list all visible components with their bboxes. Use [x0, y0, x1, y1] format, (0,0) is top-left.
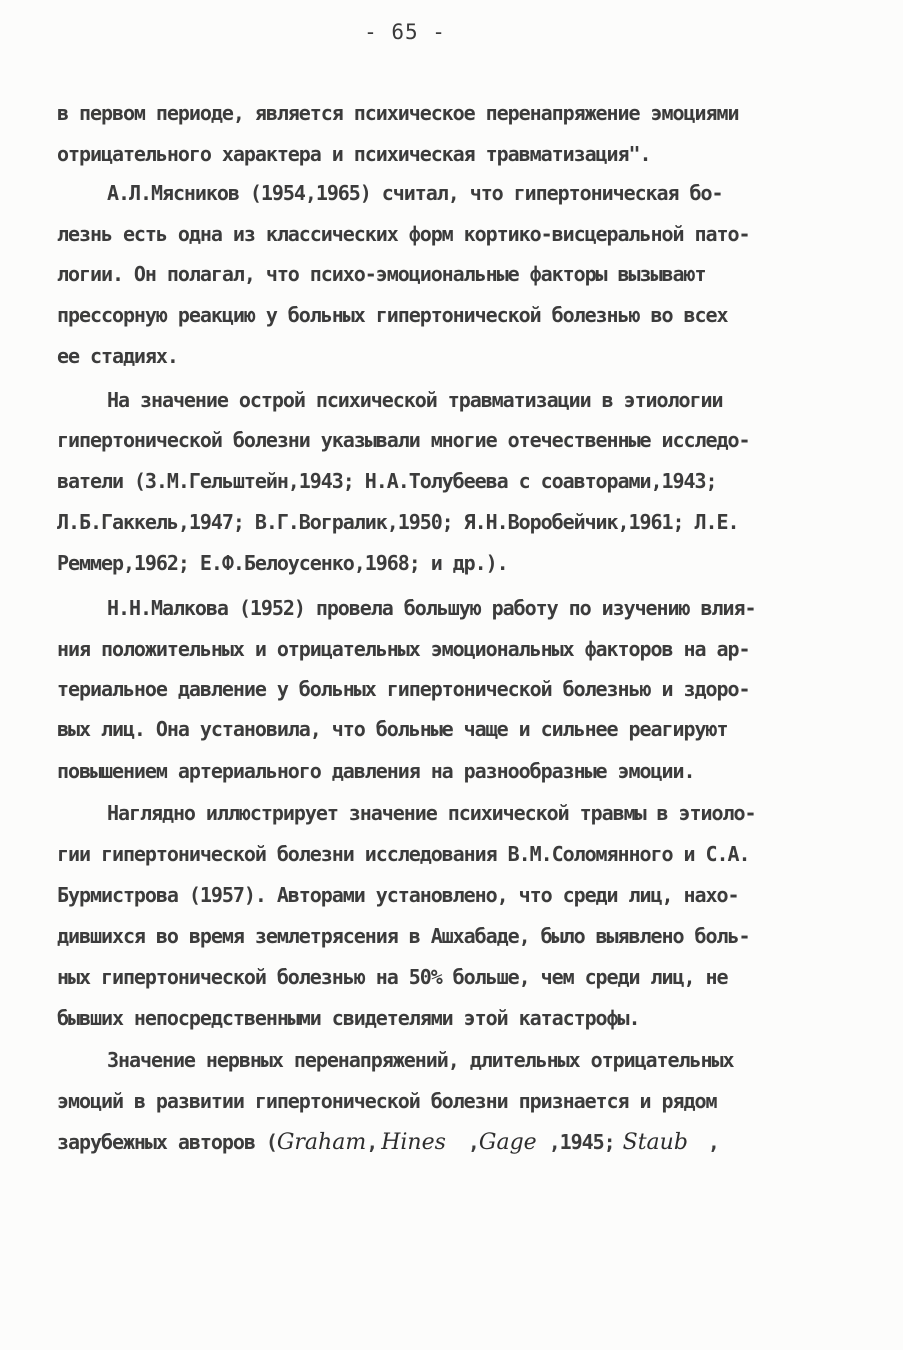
text-line: ватели (З.М.Гельштейн,1943; Н.А.Толубеева с соавторами,1943; [57, 469, 717, 493]
handwritten-author-staub: Staub [622, 1130, 688, 1155]
text-line: отрицательного характера и психическая травматизация". [57, 142, 651, 166]
handwritten-author-gage: Gage [478, 1130, 537, 1155]
text-line: Реммер,1962; Е.Ф.Белоусенко,1968; и др.). [57, 551, 508, 575]
text-line: териальное давление у больных гипертонической болезнью и здоро- [57, 677, 750, 701]
text-line: лезнь есть одна из классических форм кортико-висцеральной пато- [57, 222, 750, 246]
separator: , [467, 1130, 479, 1154]
separator: , [366, 1130, 378, 1154]
text-line: Л.Б.Гаккель,1947; В.Г.Вогралик,1950; Я.Н.Воробейчик,1961; Л.Е. [57, 510, 739, 534]
last-line-prefix: зарубежных авторов ( [57, 1130, 277, 1154]
citation-year: ,1945; [548, 1130, 615, 1154]
text-line: Наглядно иллюстрирует значение психической травмы в этиоло- [107, 801, 756, 825]
text-line: бывших непосредственными свидетелями этой катастрофы. [57, 1006, 640, 1030]
text-line: дившихся во время землетрясения в Ашхабаде, было выявлено боль- [57, 924, 750, 948]
text-line: Значение нервных перенапряжений, длительных отрицательных [107, 1048, 734, 1072]
text-line: Бурмистрова (1957). Авторами установлено, что среди лиц, нахо- [57, 883, 739, 907]
text-line: Н.Н.Малкова (1952) провела большую работу по изучению влия- [107, 596, 756, 620]
text-line: повышением артериального давления на разнообразные эмоции. [57, 759, 695, 783]
text-line: гипертонической болезни указывали многие отечественные исследо- [57, 428, 750, 452]
text-line: На значение острой психической травматизации в этиологии [107, 388, 723, 412]
text-line: эмоций в развитии гипертонической болезни признается и рядом [57, 1089, 717, 1113]
text-line: прессорную реакцию у больных гипертонической болезнью во всех [57, 303, 728, 327]
text-line: гии гипертонической болезни исследования В.М.Соломянного и С.А. [57, 842, 750, 866]
text-line: А.Л.Мясников (1954,1965) считал, что гипертоническая бо- [107, 181, 723, 205]
text-line: ных гипертонической болезнью на 50% больше, чем среди лиц, не [57, 965, 728, 989]
trailing-comma: , [707, 1130, 719, 1154]
text-line: ния положительных и отрицательных эмоциональных факторов на ар- [57, 637, 750, 661]
last-text-line [57, 1130, 719, 1155]
page-number: - 65 - [364, 20, 446, 44]
text-line: ее стадиях. [57, 344, 178, 368]
text-line: вых лиц. Она установила, что больные чаще и сильнее реагируют [57, 717, 728, 741]
handwritten-author-graham: Graham [276, 1130, 367, 1155]
handwritten-author-hines: Hines [381, 1130, 446, 1155]
text-line: логии. Он полагал, что психо-эмоциональные факторы вызывают [57, 262, 706, 286]
text-line: в первом периоде, является психическое перенапряжение эмоциями [57, 101, 739, 125]
